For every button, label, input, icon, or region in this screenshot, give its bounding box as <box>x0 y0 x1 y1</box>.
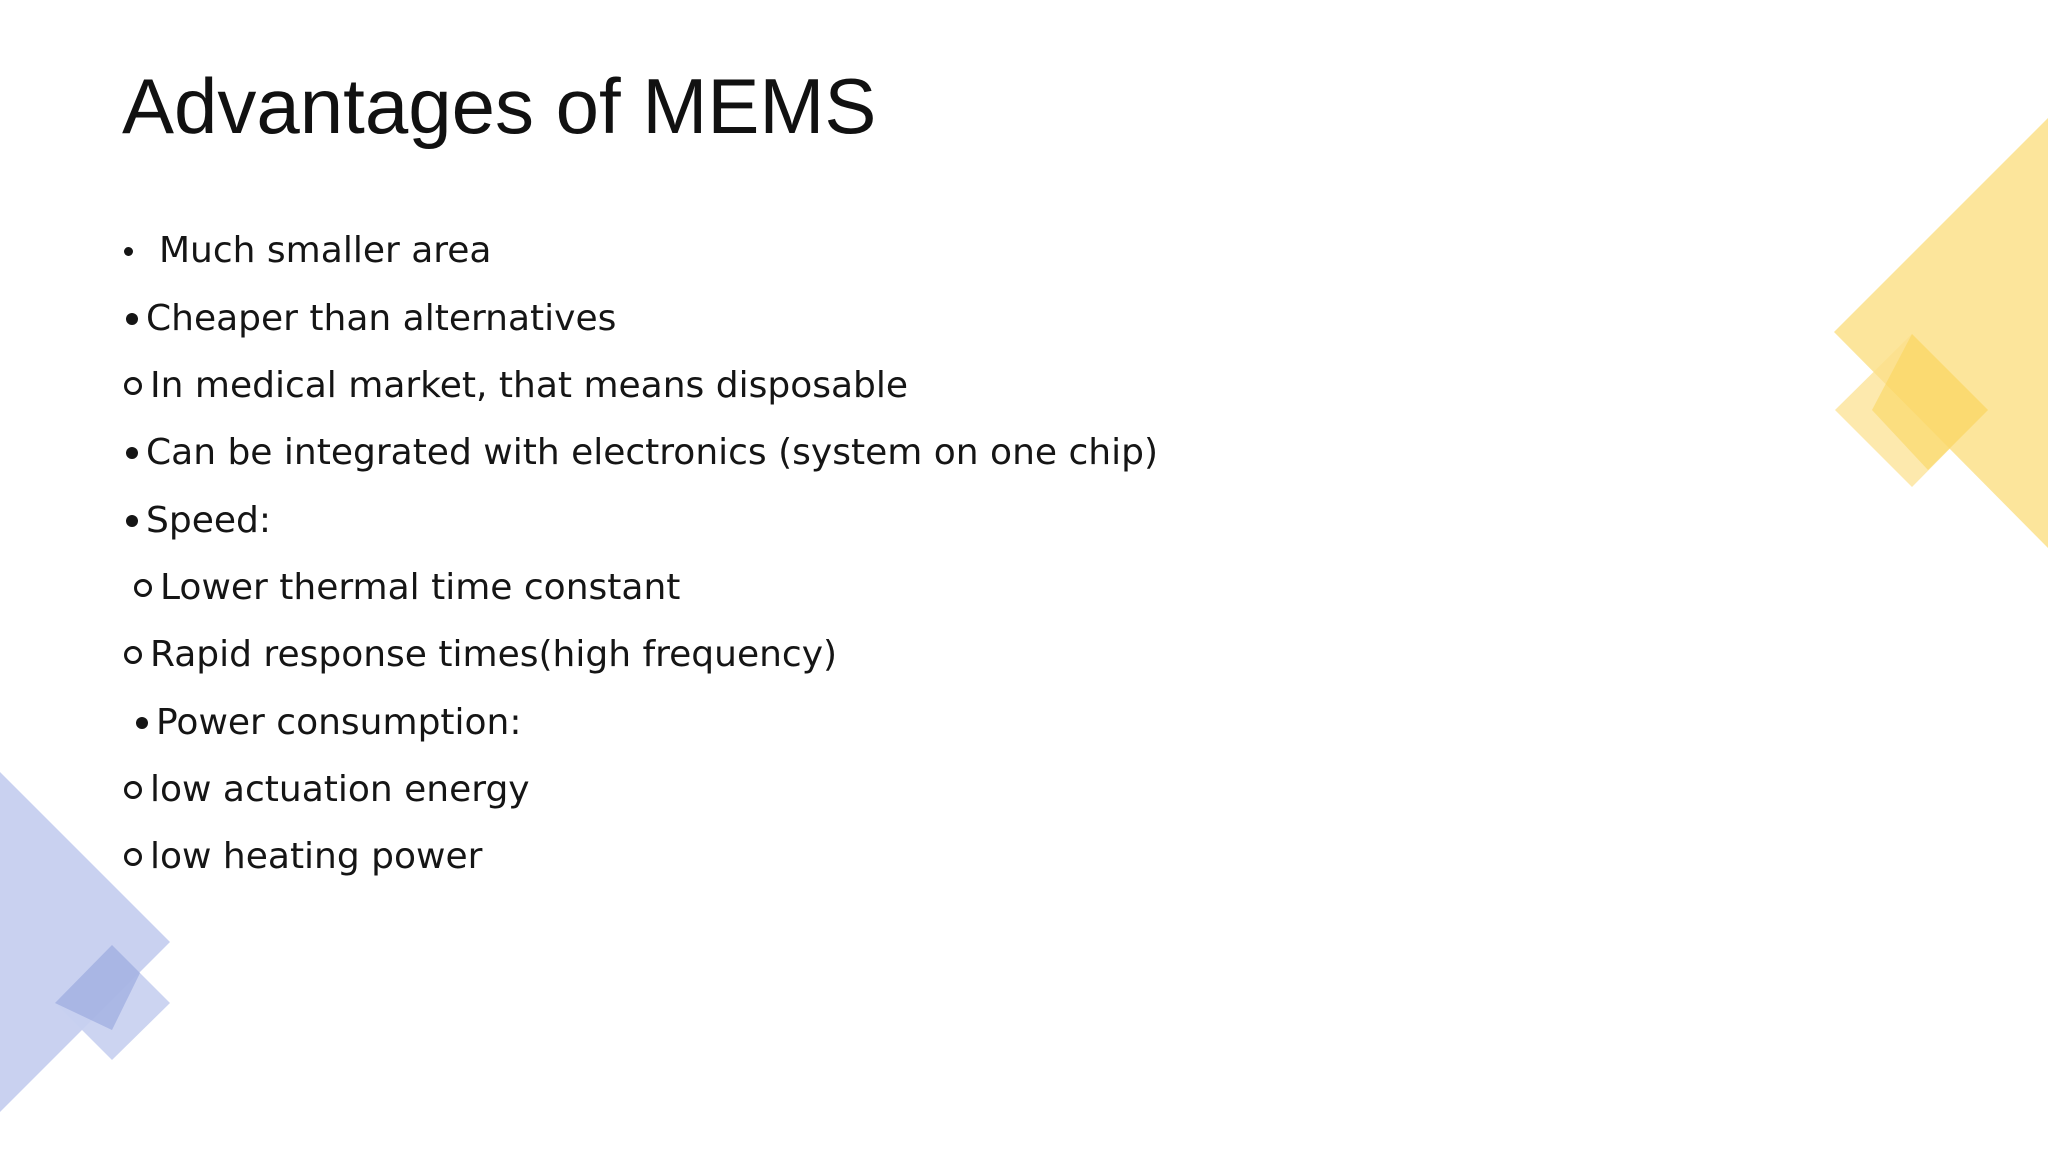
yellow-diamond-large <box>1834 118 2048 548</box>
list-item-text: Lower thermal time constant <box>160 567 681 608</box>
list-item-text: Power consumption: <box>156 702 522 743</box>
list-item-text: Much smaller area <box>159 230 492 271</box>
list-item-text: Speed: <box>146 500 271 541</box>
slide-title: Advantages of MEMS <box>122 62 877 150</box>
list-item-text: Cheaper than alternatives <box>146 298 617 339</box>
list-item-text: In medical market, that means disposable <box>150 365 909 406</box>
blue-diamond-large <box>0 772 170 1112</box>
list-item-text: low heating power <box>150 836 483 877</box>
list-item-text: Can be integrated with electronics (system on one chip) <box>146 432 1158 473</box>
list-item-text: low actuation energy <box>150 769 530 810</box>
list-item-text: Rapid response times(high frequency) <box>150 634 838 675</box>
